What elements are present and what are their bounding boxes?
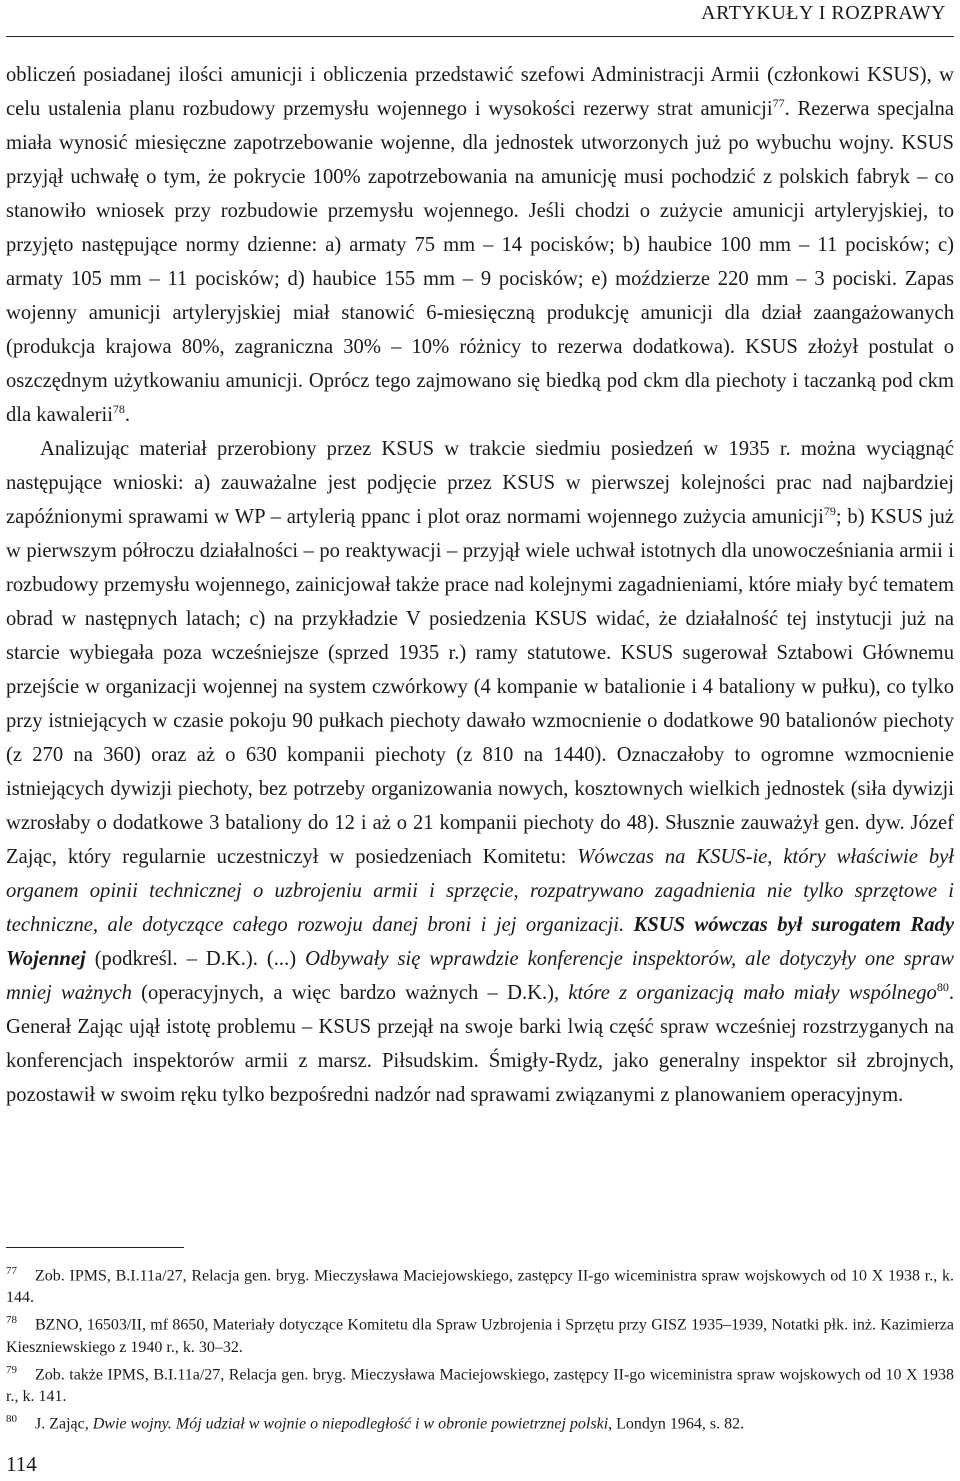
footnote-79: $^{79}$ Zob. także IPMS, B.I.11a/27, Relacja gen. bryg. Mieczysława Maciejowskiego, zastępcy II-go wiceministra spraw wojskowych od 10 X 1938 r., k. 141.	[6, 1363, 954, 1405]
paragraph-1: obliczeń posiadanej ilości amunicji i obliczenia przedstawić szefowi Administracji Armii (członkowi KSUS), w celu ustalenia planu rozbudowy przemysłu wojennego i wysokości rezerwy strat amunicji$^{77}$. Rezerwa specjalna miała wynosić miesięczne zapotrzebowanie wojenne, dla jednostek utworzonych już po wybuchu wojny. KSUS przyjął uchwałę o tym, że pokrycie 100% zapotrzebowania na amunicję musi pochodzić z polskich fabryk – co stanowiło wniosek przy rozbudowie przemysłu wojennego. Jeśli chodzi o zużycie amunicji artyleryjskiej, to przyjęto następujące normy dzienne: a) armaty 75 mm – 14 pocisków; b) haubice 100 mm – 11 pocisków; c) armaty 105 mm – 11 pocisków; d) haubice 155 mm – 9 pocisków; e) moździerze 220 mm – 3 pociski. Zapas wojenny amunicji artyleryjskiej miał stanowić 6-miesięczną produkcję amunicji dla dział zaangażowanych (produkcja krajowa 80%, zagraniczna 30% – 10% różnicy to rezerwa dodatkowa). KSUS złożył postulat o oszczędnym użytkowaniu amunicji. Oprócz tego zajmowano się biedką pod ckm dla piechoty i taczanką pod ckm dla kawalerii$^{78}$.	[6, 64, 954, 426]
main-text	[6, 58, 954, 1112]
footnote-78: $^{78}$ BZNO, 16503/II, mf 8650, Materiały dotyczące Komitetu dla Spraw Uzbrojenia i Sprzętu przy GISZ 1935–1939, Notatki płk. inż. Kazimierza Kieszniewskiego z 1940 r., k. 30–32.	[6, 1314, 954, 1356]
footnote-ref-79[interactable]: 79	[823, 504, 836, 519]
footnotes	[6, 1260, 954, 1435]
footnote-ref-77[interactable]: 77	[772, 96, 785, 111]
paragraph-2: Analizując materiał przerobiony przez KSUS w trakcie siedmiu posiedzeń w 1935 r. można wyciągnąć następujące wnioski: a) zauważalne jest podjęcie przez KSUS w pierwszej kolejności prac nad najbardziej zapóźnionymi sprawami w WP – artylerią ppanc i plot oraz normami wojennego zużycia amunicji$^{79}$; b) KSUS już w pierwszym półroczu działalności – po reaktywacji – przyjął wiele uchwał istotnych dla unowocześniania armii i rozbudowy przemysłu wojennego, zainicjował także prace nad kolejnymi zagadnieniami, które miały być tematem obrad w następnych latach; c) na przykładzie V posiedzenia KSUS widać, że działalność tej instytucji już na starcie wybiegała poza wcześniejsze (sprzed 1935 r.) ramy statutowe. KSUS sugerował Sztabowi Głównemu przejście w organizacji wojennej na system czwórkowy (4 kompanie w batalionie i 4 bataliony w pułku), co tylko przy istniejących w czasie pokoju 90 pułkach piechoty dawało wzmocnienie o dodatkowe 90 batalionów piechoty (z 270 na 360) oraz aż o 630 kompanii piechoty (z 810 na 1440). Oznaczałoby to ogromne wzmocnienie istniejących dywizji piechoty, bez potrzeby organizowania nowych, kosztownych wielkich jednostek (siła dywizji wzrosłaby o dodatkowe 3 bataliony do 12 i aż o 21 kompanii piechoty do 48). Słusznie zauważył gen. dyw. Józef Zając, który regularnie uczestniczył w posiedzeniach Komitetu: Wówczas na KSUS-ie, który właściwie był organem opinii technicznej o uzbrojeniu armii i sprzęcie, rozpatrywano zagadnienia nie tylko sprzętowe i techniczne, ale dotyczące całego rozwoju danej broni i jej organizacji. KSUS wówczas był surogatem Rady Wojennej (podkreśl. – D.K.). (...) Odbywały się wprawdzie konferencje inspektorów, ale dotyczyły one spraw mniej ważnych (operacyjnych, a więc bardzo ważnych – D.K.), które z organizacją mało miały wspólnego$^{80}$. Generał Zając ujął istotę problemu – KSUS przejął na swoje barki lwią część spraw wcześniej rozstrzyganych na konferencjach inspektorów armii z marsz. Piłsudskim. Śmigły-Rydz, jako generalny inspektor sił zbrojnych, pozostawił w swoim ręku tylko bezpośredni nadzór nad sprawami związanymi z planowaniem operacyjnym.	[6, 438, 955, 1106]
quote-italic-1: Wówczas na KSUS-ie, który właściwie był organem opinii technicznej o uzbrojeniu armii i sprzęcie, rozpatrywano zagadnienia nie tylko sprzętowe i techniczne, ale dotyczące całego rozwoju danej broni i jej organizacji.	[6, 846, 955, 936]
quote-bold-italic: KSUS wówczas był surogatem Rady Wojennej	[6, 914, 954, 970]
section-title: ARTYKUŁY I ROZPRAWY	[701, 2, 946, 24]
footnote-77: $^{77}$ Zob. IPMS, B.I.11a/27, Relacja gen. bryg. Mieczysława Maciejowskiego, zastępcy II-go wiceministra spraw wojskowych od 10 X 1938 r., k. 144.	[6, 1265, 954, 1307]
quote-italic-2: Odbywały się wprawdzie konferencje inspektorów, ale dotyczyły one spraw mniej ważnych	[6, 948, 954, 1004]
footnote-rule	[6, 1247, 184, 1248]
footnote-80: $^{80}$ J. Zając, Dwie wojny. Mój udział w wojnie o niepodległość i w obronie powietrznej polski, Londyn 1964, s. 82.	[6, 1412, 745, 1433]
quote-italic-3: które z organizacją mało miały wspólnego	[568, 982, 937, 1004]
footnote-ref-78[interactable]: 78	[112, 402, 125, 417]
running-header	[0, 0, 960, 38]
header-rule	[6, 36, 954, 37]
footnote-ref-80[interactable]: 80	[936, 980, 949, 995]
page-number: 114	[6, 1452, 37, 1476]
